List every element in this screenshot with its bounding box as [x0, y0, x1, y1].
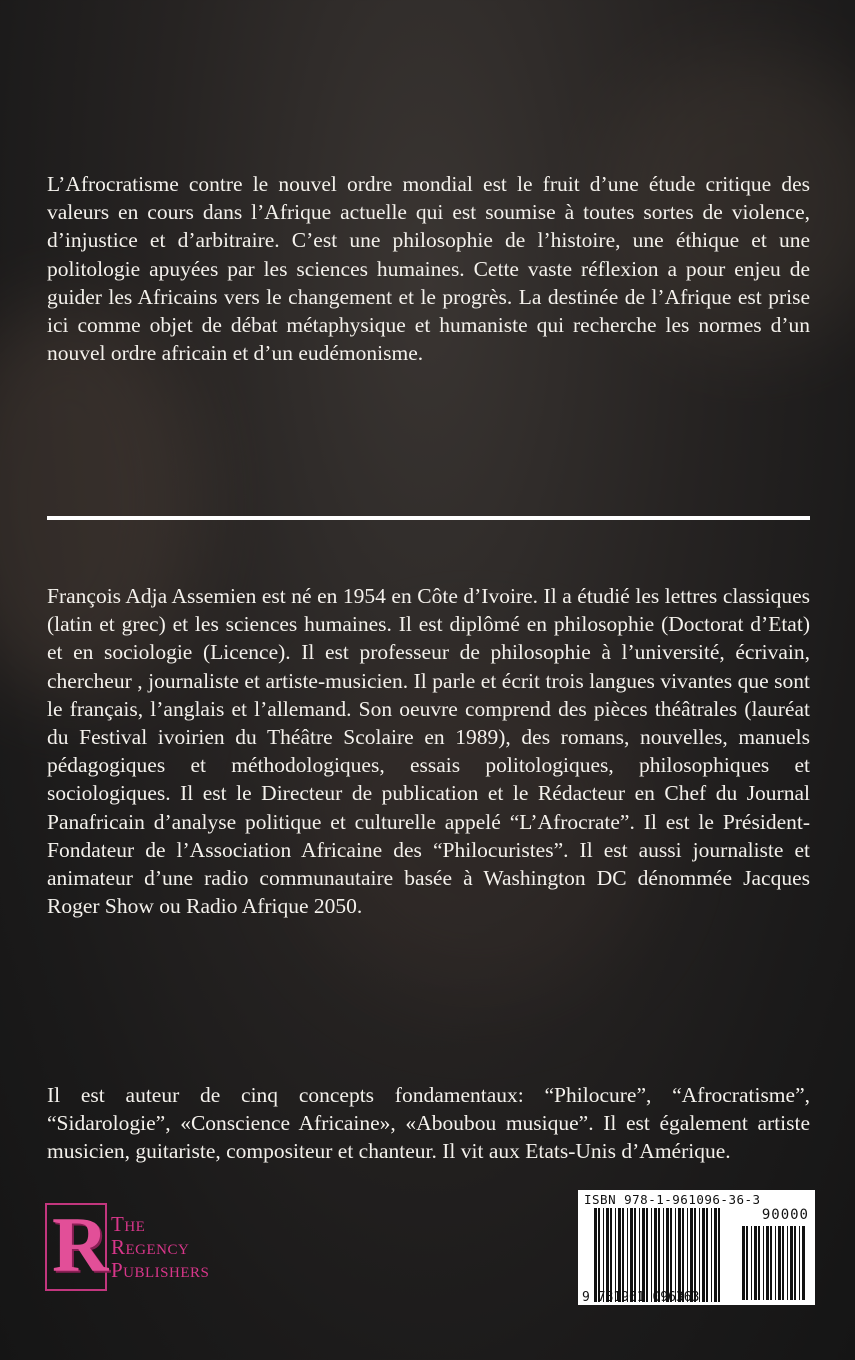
barcode-bar [746, 1226, 748, 1300]
barcode-bar [663, 1208, 664, 1302]
barcode-bar [694, 1208, 696, 1302]
barcode-bar [711, 1208, 712, 1302]
publisher-name-line: Publishers [111, 1258, 210, 1282]
barcode-bar [802, 1226, 805, 1300]
barcode-bar [642, 1208, 645, 1302]
barcode-bar [622, 1208, 624, 1302]
barcode-addon-bars [742, 1226, 808, 1300]
barcode-bar [778, 1226, 781, 1300]
barcode-bar [714, 1208, 717, 1302]
barcode-bar [678, 1208, 681, 1302]
barcode-bar [758, 1226, 760, 1300]
barcode-bar [646, 1208, 648, 1302]
barcode-bar [742, 1226, 745, 1300]
barcode-bar [775, 1226, 776, 1300]
barcode-bar [706, 1208, 708, 1302]
barcode-bar [666, 1208, 669, 1302]
barcode-bar [782, 1226, 784, 1300]
price-code: 90000 [761, 1207, 809, 1223]
barcode-bar [630, 1208, 633, 1302]
barcode-bar [606, 1208, 609, 1302]
barcode-bar [654, 1208, 657, 1302]
book-summary: L’Afrocratisme contre le nouvel ordre mondial est le fruit d’une étude critique des valeurs en cours dans l’Afrique actuelle qui est soumise à toutes sortes de violence, d’injustice et d’arbitraire. C’est une philosophie de l’histoire, une éthique et une politologie apuyées par les sciences humaines. Cette vaste réflexion a pour enjeu de guider les Africains vers le changement et le progrès. La destinée de l’Afrique est prise ici comme objet de débat métaphysique et humaniste qui recherche les normes d’un nouvel ordre africain et d’un eudémonisme. [47, 172, 810, 366]
barcode-bar [702, 1208, 705, 1302]
barcode-bar [610, 1208, 612, 1302]
barcode-bar [699, 1208, 700, 1302]
barcode-bar [751, 1226, 752, 1300]
publisher-name-line: Regency [111, 1235, 190, 1259]
divider [47, 516, 810, 520]
barcode-bar [763, 1226, 764, 1300]
barcode-bar [766, 1226, 769, 1300]
barcode-bar [682, 1208, 684, 1302]
ean-number: 9 781961 096363 [582, 1290, 700, 1305]
barcode-bar [658, 1208, 660, 1302]
barcode-bar [687, 1208, 688, 1302]
barcode-bar [618, 1208, 621, 1302]
barcode-bar [675, 1208, 676, 1302]
barcode-bar [627, 1208, 628, 1302]
barcode-bars [594, 1208, 722, 1302]
logo-monogram: R [52, 1201, 109, 1288]
barcode-bar [770, 1226, 772, 1300]
logo-frame [45, 1203, 107, 1291]
barcode-bar [651, 1208, 652, 1302]
publisher-name [111, 1213, 209, 1282]
publisher-logo [45, 1203, 295, 1291]
barcode-bar [799, 1226, 800, 1300]
barcode-bar [598, 1208, 600, 1302]
barcode-bar [787, 1226, 788, 1300]
barcode-bar [634, 1208, 636, 1302]
barcode-bar [718, 1208, 720, 1302]
barcode-bar [790, 1226, 793, 1300]
publisher-name-line: The [111, 1212, 146, 1236]
barcode-bar [690, 1208, 693, 1302]
barcode-bar [603, 1208, 604, 1302]
barcode-bar [794, 1226, 796, 1300]
barcode-bar [639, 1208, 640, 1302]
barcode-bar [594, 1208, 597, 1302]
author-bio-continued: Il est auteur de cinq concepts fondamentaux: “Philocure”, “Afrocratisme”, “Sidarologie”, «Conscience Africaine», «Aboubou musique”. Il est également artiste musicien, guitariste, compositeur et chanteur. Il vit aux Etats-Unis d’Amérique. [47, 1083, 810, 1164]
barcode-bar [615, 1208, 616, 1302]
author-bio: François Adja Assemien est né en 1954 en Côte d’Ivoire. Il a étudié les lettres classiques (latin et grec) et les sciences humaines. Il est diplômé en philosophie (Doctorat d’Etat) et en sociologie (Licence). Il est professeur de philosophie à l’université, écrivain, chercheur , journaliste et artiste-musicien. Il parle et écrit trois langues vivantes que sont le français, l’anglais et l’allemand. Son oeuvre comprend des pièces théâtrales (lauréat du Festival ivoirien du Théâtre Scolaire en 1989), des romans, nouvelles, manuels pédagogiques et méthodologiques, essais politologiques, philosophiques et sociologiques. Il est le Directeur de publication et le Rédacteur en Chef du Journal Panafricain d’analyse politique et culturelle appelé “L’Afrocrate”. Il est le Président-Fondateur de l’Association Africaine des “Philocuristes”. Il est aussi journaliste et animateur d’une radio communautaire basée à Washington DC dénommée Jacques Roger Show ou Radio Afrique 2050. [47, 584, 810, 919]
barcode-bar [754, 1226, 757, 1300]
barcode-bar [670, 1208, 672, 1302]
isbn-label: ISBN 978-1-961096-36-3 [584, 1192, 761, 1207]
isbn-barcode [578, 1190, 815, 1305]
